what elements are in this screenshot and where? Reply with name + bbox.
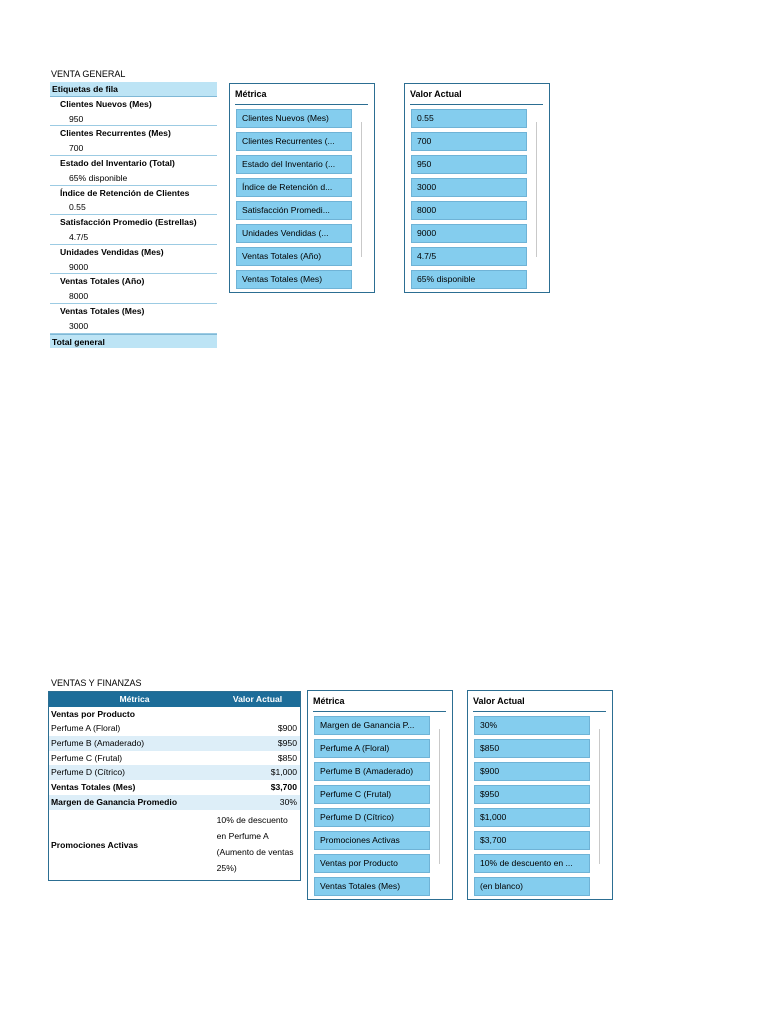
slicer-item[interactable]: Índice de Retención d... [236,178,352,197]
slicer-item[interactable]: Perfume A (Floral) [314,739,430,758]
slicer-item[interactable]: 4.7/5 [411,247,527,266]
table-cell-value[interactable]: $3,700 [270,782,297,793]
section-title-ventas-finanzas: VENTAS Y FINANZAS [51,678,142,688]
slicer-item[interactable]: 65% disponible [411,270,527,289]
slicer-valor-actual[interactable] [404,83,550,293]
slicer-divider [473,711,606,712]
slicer-item[interactable]: Promociones Activas [314,831,430,850]
pivot-header-row[interactable]: Etiquetas de fila [50,82,217,97]
table-cell-label[interactable]: Promociones Activas [51,839,139,850]
slicer-item[interactable]: Ventas Totales (Mes) [314,877,430,896]
table-row [49,780,300,795]
slicer-scrollbar[interactable] [536,122,537,257]
slicer-metrica[interactable] [307,690,453,900]
table-cell-label[interactable]: Margen de Ganancia Promedio [51,796,178,807]
pivot-row-value[interactable]: 65% disponible [50,171,217,186]
slicer-scrollbar[interactable] [599,729,600,864]
table-row [49,721,300,736]
slicer-header: Valor Actual [473,696,525,706]
pivot-row-label[interactable]: Ventas Totales (Mes) [60,305,145,316]
table-cell-label[interactable]: Perfume D (Cítrico) [51,767,126,778]
table-cell-value[interactable]: $950 [277,738,297,749]
pivot-row-label[interactable]: Índice de Retención de Clientes [60,187,190,198]
table-cell-value[interactable]: 30% [279,796,297,807]
slicer-item[interactable]: Ventas por Producto [314,854,430,873]
table-cell-label[interactable]: Ventas por Producto [51,708,136,719]
slicer-scrollbar[interactable] [361,122,362,257]
slicer-header: Métrica [313,696,345,706]
pivot-row-value[interactable]: 950 [50,112,217,127]
table-row [49,736,300,751]
column-header-valor-actual[interactable]: Valor Actual [232,694,283,704]
pivot-row-value[interactable]: 700 [50,141,217,156]
pivot-row-value[interactable]: 4.7/5 [50,230,217,245]
section-title-venta-general: VENTA GENERAL [51,69,126,79]
pivot-table-venta-general [50,82,217,348]
slicer-item[interactable]: $850 [474,739,590,758]
slicer-item[interactable]: 8000 [411,201,527,220]
pivot-row-value[interactable]: 3000 [50,319,217,334]
slicer-item[interactable]: 950 [411,155,527,174]
table-cell-value[interactable]: 10% de descuento en Perfume A (Aumento de ventas 25%) [216,814,294,873]
slicer-scrollbar[interactable] [439,729,440,864]
pivot-row-label[interactable]: Clientes Recurrentes (Mes) [60,128,171,139]
slicer-item[interactable]: Clientes Nuevos (Mes) [236,109,352,128]
pivot-row-value[interactable]: 9000 [50,260,217,275]
slicer-item[interactable]: Ventas Totales (Año) [236,247,352,266]
slicer-item[interactable]: $3,700 [474,831,590,850]
pivot-row-label[interactable]: Unidades Vendidas (Mes) [60,246,164,257]
slicer-item[interactable]: Margen de Ganancia P... [314,716,430,735]
column-header-metrica[interactable]: Métrica [119,694,150,704]
slicer-metrica[interactable] [229,83,375,293]
table-row [49,751,300,766]
table-row [49,707,300,722]
slicer-divider [235,104,368,105]
table-cell-value[interactable]: $850 [277,752,297,763]
slicer-item[interactable]: Satisfacción Promedi... [236,201,352,220]
table-header-row [49,692,300,707]
slicer-item[interactable]: Perfume C (Frutal) [314,785,430,804]
slicer-item[interactable]: $950 [474,785,590,804]
slicer-divider [313,711,446,712]
slicer-item[interactable]: 0.55 [411,109,527,128]
table-cell-label[interactable]: Ventas Totales (Mes) [51,782,136,793]
slicer-item[interactable]: Unidades Vendidas (... [236,224,352,243]
slicer-valor-actual[interactable] [467,690,613,900]
slicer-item[interactable]: 30% [474,716,590,735]
table-cell-value[interactable]: $900 [277,723,297,734]
pivot-row-value[interactable]: 8000 [50,289,217,304]
slicer-item[interactable]: Ventas Totales (Mes) [236,270,352,289]
slicer-item[interactable]: 9000 [411,224,527,243]
slicer-header: Valor Actual [410,89,462,99]
pivot-row-label[interactable]: Satisfacción Promedio (Estrellas) [60,217,197,228]
table-ventas-finanzas [48,691,301,881]
slicer-item[interactable]: Perfume B (Amaderado) [314,762,430,781]
slicer-item[interactable]: $1,000 [474,808,590,827]
pivot-row-label[interactable]: Estado del Inventario (Total) [60,157,175,168]
table-cell-value[interactable] [218,707,300,722]
slicer-header: Métrica [235,89,267,99]
table-cell-label[interactable]: Perfume B (Amaderado) [51,738,145,749]
table-row [49,765,300,780]
table-cell-label[interactable]: Perfume C (Frutal) [51,752,123,763]
pivot-row-value[interactable]: 0.55 [50,200,217,215]
slicer-item[interactable]: Estado del Inventario (... [236,155,352,174]
table-cell-value[interactable]: $1,000 [270,767,297,778]
pivot-total-row[interactable]: Total general [50,334,217,349]
slicer-item[interactable]: Clientes Recurrentes (... [236,132,352,151]
table-row [49,795,300,810]
pivot-row-label[interactable]: Clientes Nuevos (Mes) [60,98,152,109]
slicer-item[interactable]: $900 [474,762,590,781]
slicer-item[interactable]: (en blanco) [474,877,590,896]
slicer-item[interactable]: 10% de descuento en ... [474,854,590,873]
table-cell-label[interactable]: Perfume A (Floral) [51,723,121,734]
pivot-row-label[interactable]: Ventas Totales (Año) [60,276,145,287]
slicer-item[interactable]: 3000 [411,178,527,197]
slicer-item[interactable]: Perfume D (Cítrico) [314,808,430,827]
slicer-divider [410,104,543,105]
table-row-promociones [49,810,300,880]
slicer-item[interactable]: 700 [411,132,527,151]
